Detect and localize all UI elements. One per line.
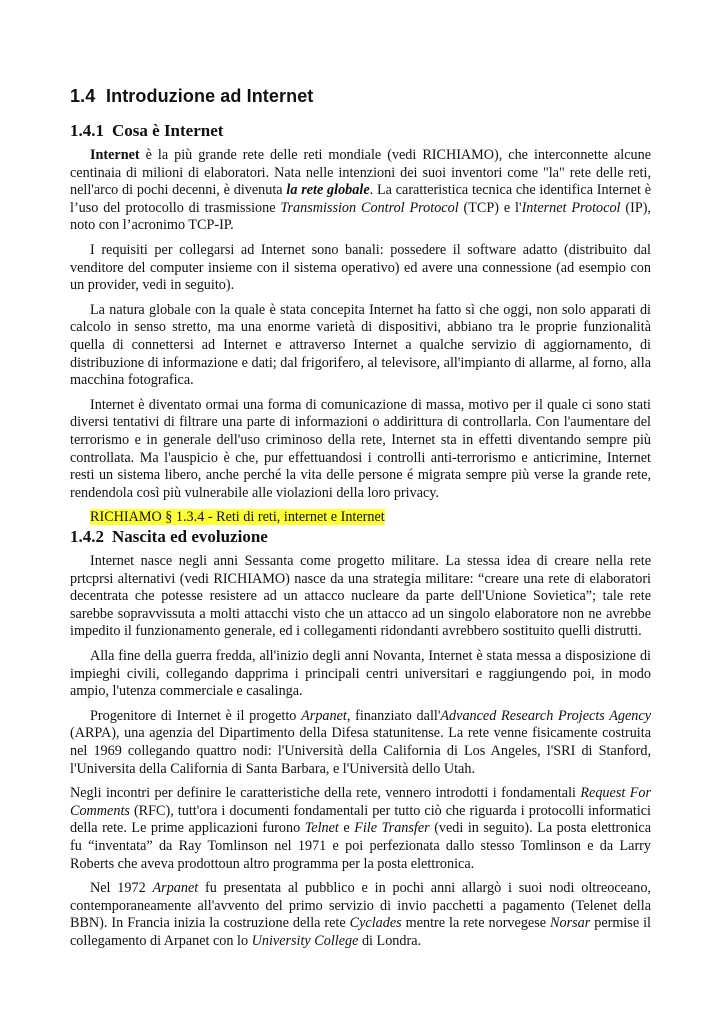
emphasis-term: la rete globale	[286, 182, 370, 199]
italic-term: Arpanet	[152, 880, 199, 897]
paragraph	[70, 708, 651, 778]
paragraph	[70, 880, 651, 950]
text-run: di Londra.	[358, 932, 422, 949]
bold-term: Internet	[90, 147, 140, 163]
section-heading	[70, 86, 313, 107]
text-run: (ARPA), una agenzia del Dipartimento della Difesa statunitense. La rete venne fisicamente costruita nel 1969 collegando quattro nodi: l'Università della California di Los Angeles, l'SRI di Stanford, l'Universita della California di Santa Barbara, e l'Università dello Utah.	[70, 725, 651, 777]
subsection-heading-2	[70, 527, 268, 547]
subsection-title: Nascita ed evoluzione	[112, 527, 268, 546]
italic-term: Advanced Research Projects Agency	[440, 707, 651, 724]
text-run: (RFC), tutt'ora i documenti fondamentali per tutto ciò che riguarda i protocolli informatici della rete. Le prime applicazioni furono	[70, 802, 651, 837]
subsection-heading-1	[70, 121, 223, 141]
italic-term: Arpanet	[301, 707, 347, 724]
subsection-number: 1.4.2	[70, 527, 104, 546]
paragraph	[70, 147, 651, 235]
italic-term: University College	[251, 932, 359, 949]
paragraph: Alla fine della guerra fredda, all'inizio degli anni Novanta, Internet è stata messa a disposizione di impieghi civili, collegando dapprima i principali centri universitari e raggiungendo poi, in modo ampio, l'utenza commerciale e casalinga.	[70, 647, 651, 700]
richiamo-highlight: RICHIAMO § 1.3.4 - Reti di reti, internet e Internet	[90, 509, 385, 526]
text-run: . La caratteristica tecnica che identifica Internet è l’uso del protocollo di trasmissione	[70, 182, 651, 216]
paragraph: La natura globale con la quale è stata concepita Internet ha fatto sì che oggi, non solo apparati di calcolo in senso stretto, ma una enorme varietà di dispositivi, abbiano tra le proprie funzionalità quella di connettersi ad Internet e attraverso Internet a qualche servizio di aggiornamento, di distribuzione di informazione e dati; dal frigorifero, al televisore, all'impianto di allarme, al forno, alla macchina fotografica.	[70, 301, 651, 389]
text-run: Nel 1972	[90, 880, 153, 897]
italic-term: Internet Protocol	[521, 199, 621, 216]
text-run: Negli incontri per definire le caratteristiche della rete, vennero introdotti i fondamentali	[70, 785, 581, 802]
subsection-body-1	[70, 147, 651, 527]
text-run: , finanziato dall'	[346, 707, 441, 724]
subsection-title: Cosa è Internet	[112, 121, 224, 140]
italic-term: Transmission Control Protocol	[280, 199, 459, 216]
text-run: e	[338, 820, 355, 837]
section-title: Introduzione ad Internet	[106, 86, 314, 106]
paragraph: Internet nasce negli anni Sessanta come progetto militare. La stessa idea di creare nella rete prtcprsi alternativi (vedi RICHIAMO) nasce da una strategia militare: “creare una rete di elaboratori decentrata che potesse resistere ad un attacco nucleare da parte dell'Unione Sovietica”; tale rete sarebbe sopravvissuta a molti attacchi visto che un attacco ad un singolo elaboratore non ne avrebbe impedito il funzionamento generale, ed i collegamenti ridondanti avrebbero sostituito quelli distrutti.	[70, 553, 651, 640]
text-run: (vedi in seguito). La posta elettronica fu “inventata” da Ray Tomlinson nel 1971 e poi perfezionata dallo stesso Tomlinson e da Larry Roberts che aveva prodottoun altro programma per la posta elettronica.	[70, 820, 651, 872]
text-run: mentre la rete norvegese	[401, 915, 551, 932]
section-number: 1.4	[70, 86, 96, 106]
text-run: (IP), noto con l’acronimo TCP-IP.	[70, 199, 651, 234]
richiamo-note	[70, 509, 651, 527]
italic-term: Request For Comments	[70, 785, 651, 819]
paragraph	[70, 785, 651, 873]
text-run: è la più grande rete delle reti mondiale (vedi RICHIAMO), che interconnette alcune centinaia di milioni di elaboratori. Nata nelle intenzioni dei suoi inventori come "la" rete delle reti, nell'arco di pochi decenni, è divenuta	[70, 147, 651, 199]
text-run: Progenitore di Internet è il progetto	[90, 707, 302, 724]
italic-term: Cyclades	[349, 915, 402, 932]
italic-term: Telnet	[304, 820, 339, 837]
italic-term: Norsar	[550, 915, 591, 932]
subsection-body-2	[70, 553, 651, 950]
text-run: permise il collegamento di Arpanet con lo	[70, 915, 651, 949]
subsection-number: 1.4.1	[70, 121, 104, 140]
paragraph: I requisiti per collegarsi ad Internet sono banali: possedere il software adatto (distribuito dal venditore del computer insieme con il sistema operativo) ed avere una connessione (ad esempio con un provider, vedi in seguito).	[70, 241, 651, 294]
paragraph: Internet è diventato ormai una forma di comunicazione di massa, motivo per il quale ci sono stati diversi tentativi di filtrare una parte di informazioni o addirittura di controllarla. Con l'aumentare del terrorismo e in generale dell'uso criminoso della rete, Internet sta in effetti diventando sempre più controllata. Ma l'auspicio è che, pur effettuandosi i controlli anti-terrorismo e anticrimine, Internet resti un sistema libero, anche perché la vita delle persone é migrata sempre più verse la grande rete, rendendola così più vulnerabile alle violazioni della loro privacy.	[70, 396, 651, 501]
italic-term: File Transfer	[354, 820, 430, 837]
text-run: fu presentata al pubblico e in pochi anni allargò i suoi nodi oltreoceano, contemporaneamente all'avvento del primo servizio di invio pacchetti a pagamento (Telenet della BBN). In Francia inizia la costruzione della rete	[70, 880, 651, 932]
text-run: (TCP) e l'	[458, 199, 522, 216]
